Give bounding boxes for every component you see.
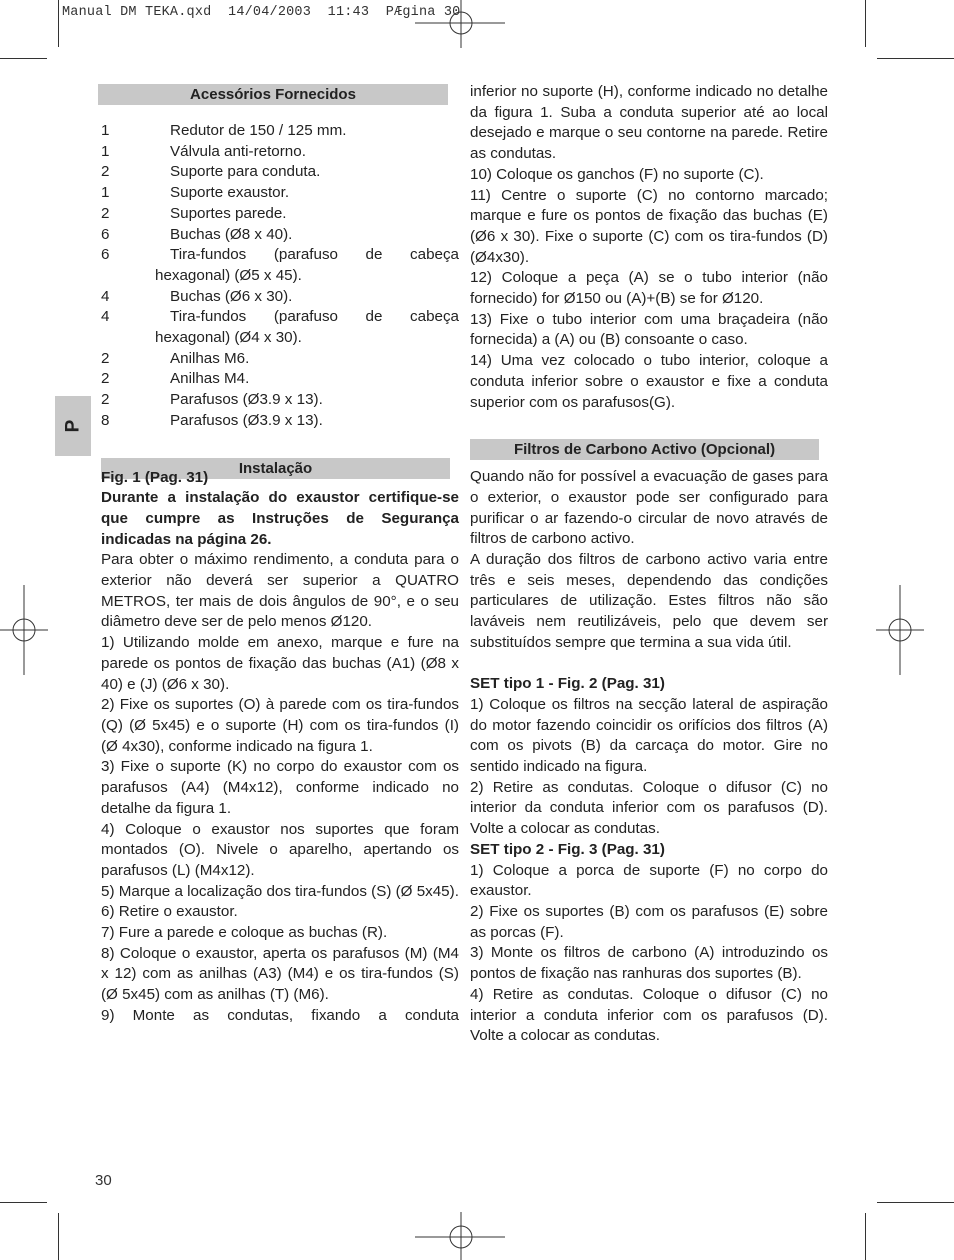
continuation-paragraph: inferior no suporte (H), conforme indicado no detalhe da figura 1. Suba a conduta superior até ao local desejado e marque o seu contorne na parede. Retire as condutas. [470,83,828,163]
accessory-item [101,121,459,142]
filters-heading: Filtros de Carbono Activo (Opcional) [470,439,819,460]
accessories-list [101,121,459,432]
crop-mark-top-left-h [0,58,47,59]
accessory-qty: 1 [101,122,110,139]
installation-step: 10) Coloque os ganchos (F) no suporte (C). [470,165,764,183]
filters-description [470,467,828,653]
set1-title: SET tipo 1 - Fig. 2 (Pag. 31) [470,675,665,693]
installation-paragraph: 1) Utilizando molde em anexo, marque e fure na parede os pontos de fixação das buchas (A1) (Ø8 x 40) e (J) (Ø6 x 30). [101,634,459,693]
set2-step: 3) Monte os filtros de carbono (A) introduzindo os pontos de fixação nas ranhuras dos suportes (B). [470,944,828,983]
page-number: 30 [95,1172,112,1189]
accessory-text: Parafusos (Ø3.9 x 13). [170,391,323,409]
accessories-heading: Acessórios Fornecidos [98,84,448,105]
registration-mark-left-icon [0,585,50,675]
installation-paragraph: 4) Coloque o exaustor nos suportes que foram montados (O). Nivele o aparelho, apertando os parafusos (L) (M4x12). [101,820,459,879]
installation-step: 11) Centre o suporte (C) no contorno marcado; marque e fure os pontos de fixação das buchas (E) (Ø6 x 30). Fixe o suporte (C) com os tira-fundos (D) (Ø4x30). [470,186,828,266]
accessory-item [101,245,459,286]
set2-step: 1) Coloque a porca de suporte (F) no corpo do exaustor. [470,861,828,900]
crop-mark-top-left-v [58,0,59,47]
installation-steps [101,550,459,1026]
accessory-item [101,349,459,370]
installation-heading: Instalação [101,458,450,479]
installation-paragraph: 7) Fure a parede e coloque as buchas (R). [101,924,388,942]
set1-steps [470,695,828,840]
accessory-item [101,369,459,390]
accessory-qty: 4 [101,287,110,305]
installation-paragraph: 5) Marque a localização dos tira-fundos (S) (Ø 5x45). [101,882,459,900]
language-side-tab [55,396,91,456]
installation-paragraph: 8) Coloque o exaustor, aperta os parafusos (M) (M4 x 12) com as anilhas (A3) (M4) e os tira-fundos (S) (Ø 5x45) com as anilhas (T) (M6). [101,944,459,1004]
set2-steps [470,861,828,1047]
accessory-text: Tira-fundos (parafuso de cabeça [170,308,459,326]
language-side-tab-label: P [62,419,83,433]
accessory-qty: 2 [101,370,110,388]
crop-mark-top-right-h [877,58,954,59]
accessory-text-continued: hexagonal) (Ø4 x 30). [155,329,302,347]
set2-title: SET tipo 2 - Fig. 3 (Pag. 31) [470,840,665,858]
set1-step: 2) Retire as condutas. Coloque o difusor (C) no interior da conduta inferior com os parafusos (D). Volte a colocar as condutas. [470,778,828,838]
crop-mark-bottom-right-v [865,1213,866,1260]
accessory-text: Buchas (Ø8 x 40). [170,225,293,243]
registration-mark-bottom-icon [415,1212,505,1260]
accessory-qty: 2 [101,163,110,181]
file-header-stamp: Manual DM TEKA.qxd 14/04/2003 11:43 PÆgina 30 [62,5,461,20]
accessory-qty: 2 [101,391,110,409]
accessory-qty: 8 [101,411,110,429]
installation-step: 14) Uma vez colocado o tubo interior, coloque a conduta inferior sobre o exaustor e fixe a conduta superior com os parafusos(G). [470,352,828,411]
installation-step: 12) Coloque a peça (A) se o tubo interior (não fornecido) for Ø150 ou (A)+(B) se for Ø120. [470,269,828,308]
accessory-qty: 6 [101,225,110,243]
crop-mark-bottom-left-v [58,1213,59,1260]
accessory-item [101,390,459,411]
accessory-text: Suporte exaustor. [170,184,290,202]
left-column [101,121,459,1027]
accessory-qty: 2 [101,204,110,222]
installation-paragraph: 6) Retire o exaustor. [101,903,238,921]
accessory-text: Anilhas M6. [170,349,250,367]
accessory-text: Buchas (Ø6 x 30). [170,287,293,305]
filters-paragraph: Quando não for possível a evacuação de gases para o exterior, o exaustor pode ser configurado para purificar o ar fazendo-o circular de novo através de filtros de carbono activo. [470,468,828,548]
accessory-text: Anilhas M4. [170,370,250,388]
accessory-text: Tira-fundos (parafuso de cabeça [170,246,459,264]
crop-mark-top-right-v [865,0,866,47]
set2-step: 2) Fixe os suportes (B) com os parafusos (E) sobre as porcas (F). [470,903,828,941]
registration-mark-top-icon [415,0,505,50]
accessory-text: Suportes parede. [170,204,287,222]
accessory-text: Parafusos (Ø3.9 x 13). [170,411,323,429]
crop-mark-bottom-right-h [877,1202,954,1203]
installation-paragraph: 9) Monte as condutas, fixando a conduta [101,1006,459,1024]
registration-mark-right-icon [876,585,926,675]
installation-paragraph: Para obter o máximo rendimento, a conduta para o exterior não deverá ser superior a QUATRO METROS, ter mais de dois ângulos de 90°, e o seu diâmetro deve ser de pelo menos Ø120. [101,551,459,631]
installation-paragraph: 2) Fixe os suportes (O) à parede com os tira-fundos (Q) (Ø 5x45) e o suporte (H) com os tira-fundos (I) (Ø 4x30), conforme indicado na figura 1. [101,696,459,755]
accessory-item [101,307,459,348]
accessory-qty: 1 [101,142,110,160]
accessory-text-continued: hexagonal) (Ø5 x 45). [155,266,302,284]
accessory-text: Válvula anti-retorno. [170,142,306,160]
installation-steps-continued [470,165,828,413]
filters-paragraph: A duração dos filtros de carbono activo varia entre três e seis meses, dependendo das condições particulares de utilização. Estes filtros não são laváveis nem reutilizáveis, pelo que devem ser substituídos sempre que termina a sua vida útil. [470,551,828,651]
accessory-text: Redutor de 150 / 125 mm. [170,122,347,139]
accessory-qty: 1 [101,184,110,202]
accessory-item [101,204,459,225]
installation-paragraph: 3) Fixe o suporte (K) no corpo do exaustor com os parafusos (A4) (M4x12), conforme indicado no detalhe da figura 1. [101,758,459,817]
safety-note: Durante a instalação do exaustor certifique-se que cumpre as Instruções de Segurança indicadas na página 26. [101,489,459,548]
accessory-item [101,287,459,308]
set1-step: 1) Coloque os filtros na secção lateral de aspiração do motor fazendo coincidir os orifícios dos filtros (A) com os pivots (B) da carcaça do motor. Gire no sentido indicado na figura. [470,695,828,776]
set2-step: 4) Retire as condutas. Coloque o difusor (C) no interior a conduta inferior com os parafusos (D). Volte a colocar as condutas. [470,985,828,1045]
accessory-item [101,411,459,432]
accessory-qty: 6 [101,246,110,264]
accessory-qty: 4 [101,308,110,326]
accessory-qty: 2 [101,349,110,367]
accessory-item [101,183,459,204]
right-column [470,82,828,1047]
accessory-item [101,142,459,163]
accessory-text: Suporte para conduta. [170,163,321,181]
fig-reference: Fig. 1 (Pag. 31) [101,468,209,486]
accessory-item [101,162,459,183]
accessory-item [101,225,459,246]
installation-step: 13) Fixe o tubo interior com uma braçadeira (não fornecida) a (A) ou (B) consoante o caso. [470,310,828,349]
crop-mark-bottom-left-h [0,1202,47,1203]
